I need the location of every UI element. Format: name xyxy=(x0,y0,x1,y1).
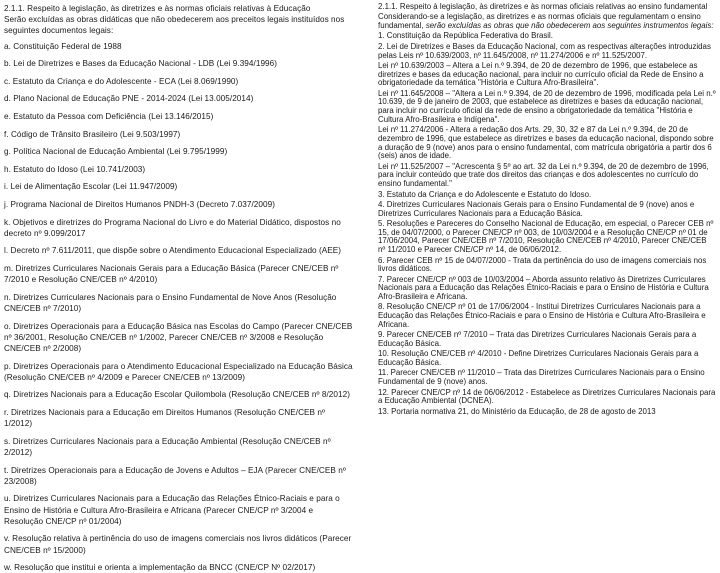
left-item-j: j. Programa Nacional de Direitos Humanos PNDH-3 (Decreto 7.037/2009) xyxy=(4,199,275,209)
left-item-t: t. Diretrizes Operacionais para a Educação de Jovens e Adultos – EJA (Parecer CNE/CEB nº 23/2008) xyxy=(4,465,346,486)
right-item-11: 11. Parecer CNE/CEB nº 11/2010 – Trata das Diretrizes Curriculares Nacionais para o Ensino Fundamental de 9 (nove) anos. xyxy=(378,368,705,387)
left-item-d: d. Plano Nacional de Educação PNE - 2014-2024 (Lei 13.005/2014) xyxy=(4,94,254,104)
left-item-g: g. Política Nacional de Educação Ambiental (Lei 9.795/1999) xyxy=(4,147,228,157)
right-item-6: 6. Parecer CEB nº 15 de 04/07/2000 - Trata da pertinência do uso de imagens comerciais nos livros didáticos. xyxy=(378,255,707,274)
left-item-i: i. Lei de Alimentação Escolar (Lei 11.947/2009) xyxy=(4,182,178,192)
left-item-s: s. Diretrizes Curriculares Nacionais para a Educação Ambiental (Resolução CNE/CEB nº 2/2012) xyxy=(4,436,331,457)
left-item-v: v. Resolução relativa à pertinência do uso de imagens comerciais nos livros didáticos (Parecer CNE/CEB nº 15/2000) xyxy=(4,534,352,555)
right-item-lei-11645: Lei nº 11.645/2008 – "Altera a Lei n.º 9.394, de 20 de dezembro de 1996, modificada pela Lei n.º 10.639, de 9 de janeiro de 2003, que estabelece as diretrizes e bases da educação nacional, para incluir no currículo oficial da rede de ensino a obrigatoriedade da temática "História e Cultura Afro-Brasileira e Indígena". xyxy=(378,88,716,124)
right-item-7: 7. Parecer CNE/CP nº 003 de 10/03/2004 – Aborda assunto relativo às Diretrizes Curriculares Nacionais para a Educação das Relações Étnico-Raciais e para o Ensino de História e Cultura Afro-Brasileira e Africana. xyxy=(378,274,709,302)
right-item-lei-11274: Lei nº 11.274/2006 - Altera a redação dos Arts. 29, 30, 32 e 87 da Lei n.º 9.394, de 20 de dezembro de 1996, que estabelece as diretrizes e bases da educação nacional, dispondo sobre a duração de 9 (nove) anos para o ensino fundamental, com matrícula obrigatória a partir dos 6 (seis) anos de idade. xyxy=(378,125,714,161)
left-heading: 2.1.1. Respeito à legislação, às diretrizes e às normas oficiais relativas à Educação xyxy=(4,4,311,13)
left-heading-block xyxy=(4,3,354,37)
left-item-f: f. Código de Trânsito Brasileiro (Lei 9.503/1997) xyxy=(4,129,181,139)
right-item-4: 4. Diretrizes Curriculares Nacionais Gerais para o Ensino Fundamental de 9 (nove) anos e Diretrizes Curriculares Nacionais para a Educação Básica. xyxy=(378,199,695,218)
left-item-k: k. Objetivos e diretrizes do Programa Nacional do Livro e do Material Didático, dispostos no decreto nº 9.099/2017 xyxy=(4,217,341,238)
left-item-h: h. Estatuto do Idoso (Lei 10.741/2003) xyxy=(4,164,146,174)
left-item-n: n. Diretrizes Curriculares Nacionais para o Ensino Fundamental de Nove Anos (Resolução CNE/CEB nº 7/2010) xyxy=(4,292,337,313)
left-item-u: u. Diretrizes Curriculares Nacionais para a Educação das Relações Étnico-Raciais e para o Ensino de História e Cultura Afro-Brasileira e Africana (Parecer CNE/CP nº 3/2004 e Resolução CNE/CP nº 01/2004) xyxy=(4,494,340,526)
right-column xyxy=(374,0,720,540)
left-item-p: p. Diretrizes Operacionais para o Atendimento Educacional Especializado na Educação Básica (Resolução CNE/CEB nº 4/2009 e Parecer CNE/CEB nº 13/2009) xyxy=(4,361,353,382)
right-item-13: 13. Portaria normativa 21, do Ministério da Educação, de 28 de agosto de 2013 xyxy=(378,406,656,416)
left-item-o: o. Diretrizes Operacionais para a Educação Básica nas Escolas do Campo (Parecer CNE/CEB nº 36/2001, Resolução CNE/CEB nº 1/2002, Parecer CNE/CEB nº 3/2008 e Resolução CNE/CEB nº 2/2008) xyxy=(4,321,353,353)
right-item-9: 9. Parecer CNE/CEB nº 7/2010 – Trata das Diretrizes Curriculares Nacionais Gerais para a Educação Básica. xyxy=(378,330,697,348)
left-item-e: e. Estatuto da Pessoa com Deficiência (Lei 13.146/2015) xyxy=(4,111,214,121)
left-item-q: q. Diretrizes Nacionais para a Educação Escolar Quilombola (Resolução CNE/CEB nº 8/2012) xyxy=(4,390,350,400)
left-item-l: l. Decreto nº 7.611/2011, que dispõe sobre o Atendimento Educacional Especializado (AEE) xyxy=(4,246,342,256)
left-item-a: a. Constituição Federal de 1988 xyxy=(4,41,122,51)
right-intro-block xyxy=(378,13,716,30)
right-intro-italic: serão excluídas as obras que não obedecerem aos seguintes instrumentos legais: xyxy=(425,21,714,31)
right-item-lei-11525: Lei nº 11.525/2007 – "Acrescenta § 5º ao art. 32 da Lei n.º 9.394, de 20 de dezembro de 1996, para incluir conteúdo que trate dos direitos das crianças e dos adolescentes no currículo do ensino fundamental." xyxy=(378,161,709,189)
column-divider xyxy=(364,0,365,540)
left-intro: Serão excluídas as obras didáticas que não obedecerem aos preceitos legais instituídos nos seguintes documentos legais: xyxy=(4,15,345,36)
right-item-8: 8. Resolução CNE/CP nº 01 de 17/06/2004 - Institui Diretrizes Curriculares Nacionais para a Educação das Relações Étnico-Raciais e para o Ensino de História e Cultura Afro-Brasileira e Africana. xyxy=(378,302,706,329)
left-item-b: b. Lei de Diretrizes e Bases da Educação Nacional - LDB (Lei 9.394/1996) xyxy=(4,59,278,69)
right-heading: 2.1.1. Respeito à legislação, às diretrizes e às normas oficiais relativas ao ensino fundamental xyxy=(378,2,708,11)
right-item-5: 5. Resoluções e Pareceres do Conselho Nacional de Educação, em especial, o Parecer CEB nº 15, de 04/07/2000, o Parecer CNE/CP nº 003, de 10/03/2004 e a Resolução CNE/CP nº 01 de 17/06/2004, Parecer CNE/CEB nº 7/2010, Resolução CNE/CEB nº 4/2010, Parecer CNE/CEB nº 11/2010 e Parecer CNE/CP nº 14, de 06/06/2012. xyxy=(378,219,714,255)
right-item-lei-10639: Lei nº 10.639/2003 – Altera a Lei n.º 9.394, de 20 de dezembro de 1996, que estabelece as diretrizes e bases da educação nacional, para incluir no currículo oficial da Rede de Ensino a obrigatoriedade da temática "História e Cultura Afro-Brasileira". xyxy=(378,60,704,88)
right-item-3: 3. Estatuto da Criança e do Adolescente e Estatuto do Idoso. xyxy=(378,189,592,199)
left-item-m: m. Diretrizes Curriculares Nacionais Gerais para a Educação Básica (Parecer CNE/CEB nº 7/2010 e Resolução CNE/CEB nº 4/2010) xyxy=(4,263,339,285)
right-item-2: 2. Lei de Diretrizes e Bases da Educação Nacional, com as respectivas alterações introduzidas pelas Leis nº 10.639/2003, nº 11.645/2008, nº 11.274/2006 e nº 11.525/2007. xyxy=(378,41,711,60)
right-item-12: 12. Parecer CNE/CP nº 14 de 06/06/2012 - Estabelece as Diretrizes Curriculares Nacionais para a Educação Ambiental (DCNEA). xyxy=(378,387,716,406)
right-item-10: 10. Resolução CNE/CEB nº 4/2010 - Define Diretrizes Curriculares Nacionais Gerais para a Educação Básica. xyxy=(378,349,699,368)
right-item-1: 1. Constituição da República Federativa do Brasil. xyxy=(378,31,554,41)
left-column xyxy=(0,0,358,573)
left-item-r: r. Diretrizes Nacionais para a Educação em Direitos Humanos (Resolução CNE/CEB nº 1/2012) xyxy=(4,407,326,429)
left-item-w: w. Resolução que institui e orienta a implementação da BNCC (CNE/CP Nº 02/2017) xyxy=(4,563,316,573)
right-intro: Considerando-se a legislação, as diretrizes e as normas oficiais que regulamentam o ensino fundamental, xyxy=(378,12,701,31)
left-item-c: c. Estatuto da Criança e do Adolescente - ECA (Lei 8.069/1990) xyxy=(4,76,239,86)
